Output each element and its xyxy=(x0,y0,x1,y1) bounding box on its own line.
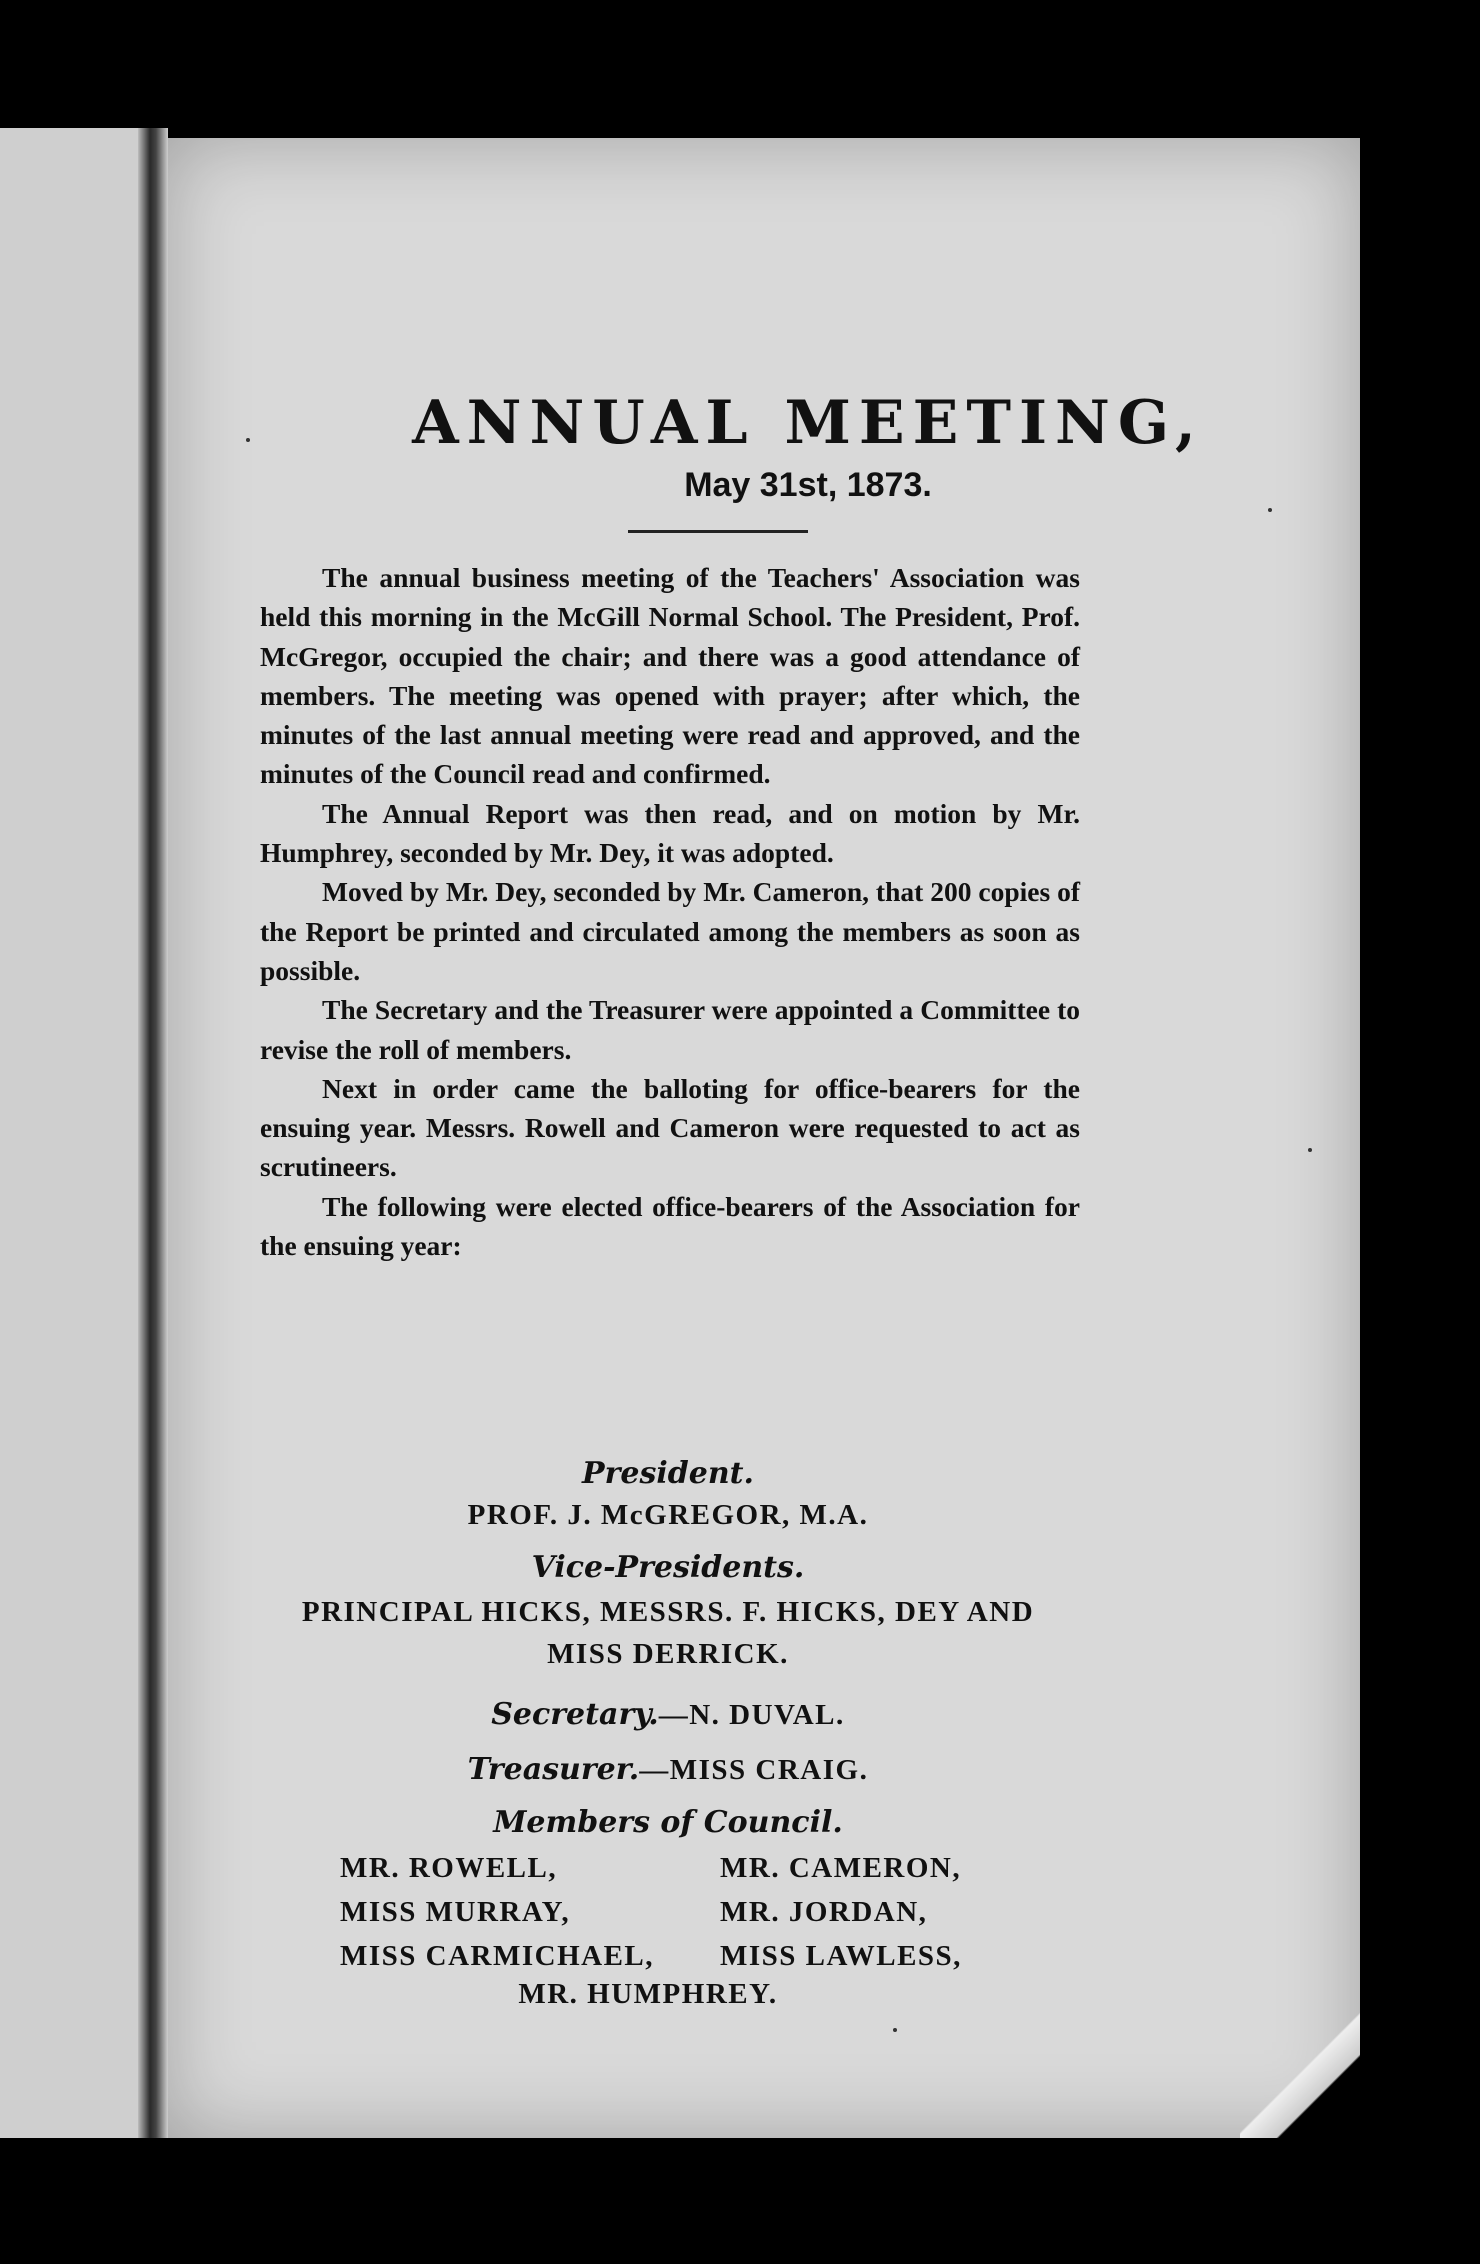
council-member: MR. JORDAN, xyxy=(720,1896,928,1928)
vice-presidents-heading: Vice-Presidents. xyxy=(531,1550,805,1585)
treasurer-line xyxy=(208,1752,1128,1787)
council-members xyxy=(340,1846,1128,1978)
paragraph: Moved by Mr. Dey, seconded by Mr. Cameron, that 200 copies of the Report be printed and circulated among the members as soon as possible. xyxy=(260,876,1080,986)
paragraph: The annual business meeting of the Teachers' Association was held this morning in the McGill Normal School. The President, Prof. McGregor, occupied the chair; and there was a good attendance of members. The meeting was opened with prayer; after which, the minutes of the last annual meeting were read and approved, and the minutes of the Council read and confirmed. xyxy=(260,562,1080,790)
minutes-text xyxy=(260,558,1080,1265)
council-member-last: MR. HUMPHREY. xyxy=(518,1978,778,2010)
meeting-date: May 31st, 1873. xyxy=(684,466,932,504)
vice-presidents-line: PRINCIPAL HICKS, MESSRS. F. HICKS, DEY AND xyxy=(301,1596,1035,1628)
vice-presidents-line: MISS DERRICK. xyxy=(547,1638,789,1670)
paragraph: The Annual Report was then read, and on motion by Mr. Humphrey, seconded by Mr. Dey, it was adopted. xyxy=(260,797,1080,869)
council-member: MR. ROWELL, xyxy=(340,1852,558,1884)
council-member: MISS CARMICHAEL, xyxy=(340,1940,655,1972)
paragraph: The Secretary and the Treasurer were appointed a Committee to revise the roll of members. xyxy=(260,994,1080,1065)
office-bearers xyxy=(208,1456,1128,2011)
print-speck xyxy=(246,438,250,442)
president-heading: President. xyxy=(582,1456,754,1491)
council-member: MR. CAMERON, xyxy=(720,1852,962,1884)
print-speck xyxy=(1308,1148,1312,1152)
secretary-heading: Secretary. xyxy=(491,1697,659,1732)
title-rule xyxy=(628,530,808,533)
page-title: ANNUAL MEETING, xyxy=(412,388,1204,458)
president-name: PROF. J. McGREGOR, M.A. xyxy=(467,1499,869,1531)
treasurer-name: —MISS CRAIG. xyxy=(639,1754,869,1786)
secretary-name: —N. DUVAL. xyxy=(658,1699,845,1731)
paragraph: The following were elected office-bearers of the Association for the ensuing year: xyxy=(260,1190,1080,1262)
book-gutter xyxy=(138,128,168,2138)
folded-page-corner xyxy=(1240,1978,1360,2138)
council-member: MISS MURRAY, xyxy=(340,1896,571,1928)
secretary-line xyxy=(208,1697,1128,1732)
paragraph: Next in order came the balloting for office-bearers for the ensuing year. Messrs. Rowell and Cameron were requested to act as scrutineers. xyxy=(260,1072,1080,1183)
council-heading: Members of Council. xyxy=(493,1805,843,1840)
council-member: MISS LAWLESS, xyxy=(720,1940,962,1972)
document-page xyxy=(168,138,1360,2138)
print-speck xyxy=(1268,508,1272,512)
treasurer-heading: Treasurer. xyxy=(467,1752,640,1787)
print-speck xyxy=(893,2028,897,2032)
